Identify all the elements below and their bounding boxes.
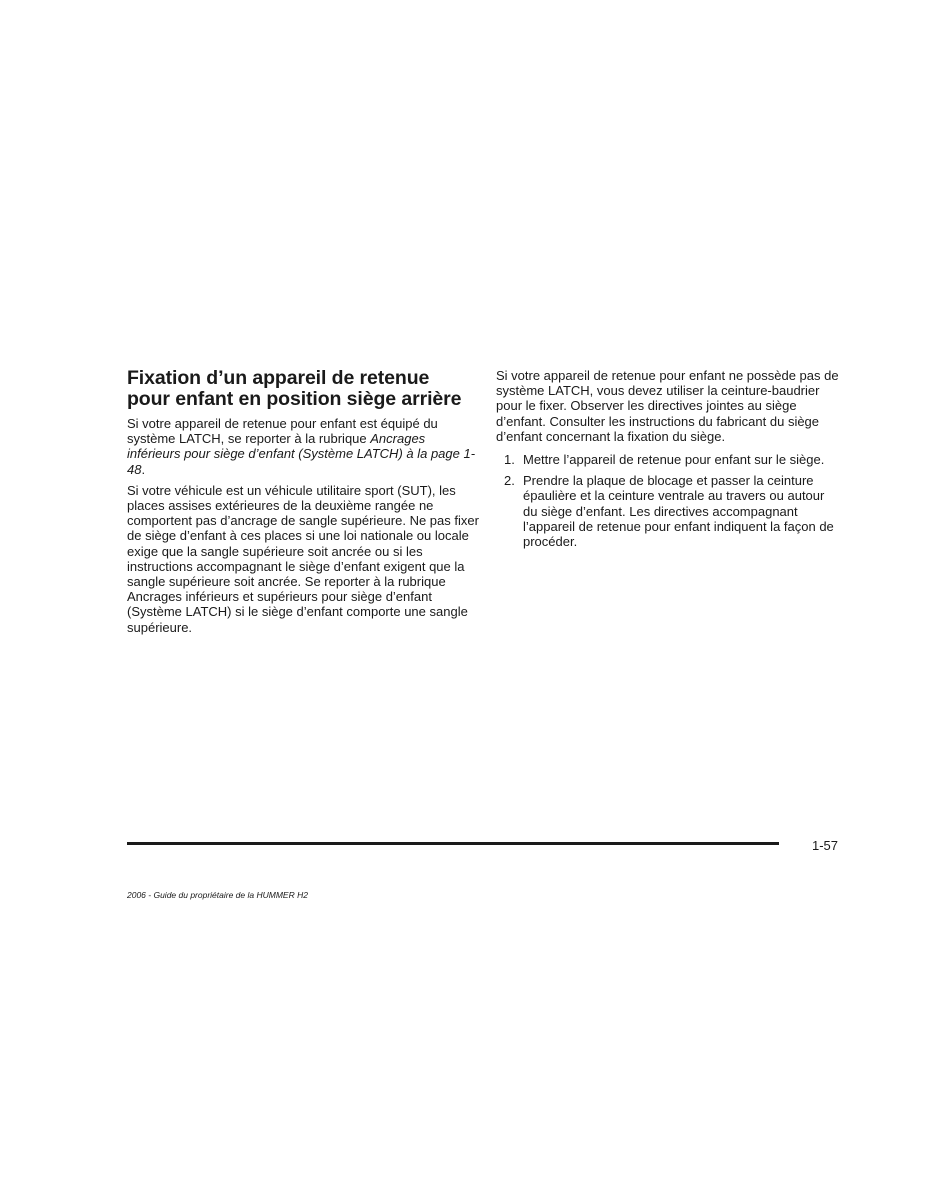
paragraph-latch-text: Si votre appareil de retenue pour enfant est équipé du système LATCH, se reporter à la rubrique	[127, 416, 438, 447]
latch-cross-reference: Ancrages inférieurs pour siège d’enfant (Système LATCH) à la page 1-48	[127, 431, 476, 477]
footer-text: 2006 - Guide du propriétaire de la HUMMER H2	[127, 890, 308, 900]
footer-rule	[127, 842, 779, 845]
section-title-line1: Fixation d’un appareil de retenue	[127, 367, 430, 389]
right-column	[496, 368, 841, 555]
page-number: 1-57	[812, 838, 839, 853]
paragraph-latch-end: .	[141, 461, 146, 477]
installation-steps	[496, 452, 841, 549]
section-title-line2: pour enfant en position siège arrière	[127, 388, 462, 410]
left-column	[127, 368, 479, 641]
step-number: 1.	[504, 452, 515, 468]
step-item	[496, 473, 841, 549]
section-title	[127, 368, 479, 410]
paragraph-latch-reference	[127, 416, 479, 477]
step-text: Prendre la plaque de blocage et passer la ceinture épaulière et la ceinture ventrale au travers ou autour du siège d’enfant. Les directives accompagnant l’appareil de retenue pour enfant indiquent la façon de procéder.	[523, 473, 834, 550]
step-text: Mettre l’appareil de retenue pour enfant sur le siège.	[523, 452, 825, 468]
step-item	[496, 452, 841, 467]
step-number: 2.	[504, 473, 515, 489]
paragraph-sut-warning: Si votre véhicule est un véhicule utilitaire sport (SUT), les places assises extérieures de la deuxième rangée ne comportent pas d’ancrage de sangle supérieure. Ne pas fixer de siège d’enfant à ces places si une loi nationale ou locale exige que la sangle supérieure soit ancrée ou si les instructions accompagnant le siège d’enfant exigent que la sangle supérieure soit ancrée. Se reporter à la rubrique Ancrages inférieurs et supérieurs pour siège d’enfant (Système LATCH) si le siège d’enfant comporte une sangle supérieure.	[127, 482, 479, 635]
paragraph-no-latch: Si votre appareil de retenue pour enfant ne possède pas de système LATCH, vous devez utiliser la ceinture-baudrier pour le fixer. Observer les directives jointes au siège d’enfant. Consulter les instructions du fabricant du siège d’enfant concernant la fixation du siège.	[496, 368, 839, 444]
